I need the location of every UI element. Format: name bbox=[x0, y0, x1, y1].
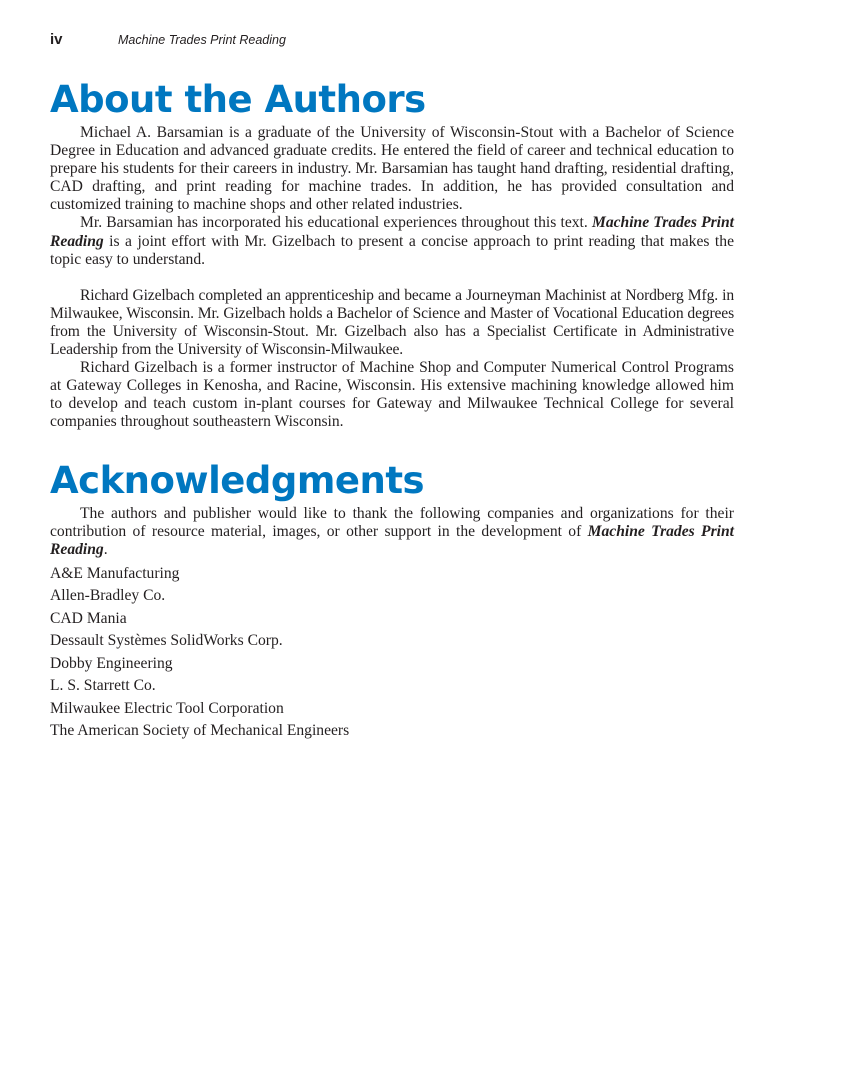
acknowledgments-heading: Acknowledgments bbox=[50, 458, 425, 502]
company-item: Dobby Engineering bbox=[50, 654, 173, 672]
section-spacer bbox=[50, 432, 734, 457]
barsamian-p2-text-before: Mr. Barsamian has incorporated his educational experiences throughout this text. bbox=[80, 214, 592, 232]
barsamian-paragraph-1: Michael A. Barsamian is a graduate of the University of Wisconsin-Stout with a Bachelor of Science Degree in Education and advanced graduate credits. He entered the field of career and technical education to prepare his students for their careers in industry. Mr. Barsamian has taught hand drafting, residential drafting, CAD drafting, and print reading for machine trades. In addition, he has provided consultation and customized training to machine shops and other related industries. bbox=[50, 124, 734, 214]
company-list bbox=[50, 563, 734, 743]
running-title: Machine Trades Print Reading bbox=[118, 33, 286, 47]
company-item: Allen-Bradley Co. bbox=[50, 587, 166, 605]
page-header bbox=[50, 31, 286, 49]
acknowledgments-intro bbox=[50, 505, 734, 559]
ack-intro-text-before: The authors and publisher would like to thank the following companies and organizations for their contribution of resource material, images, or other support in the development of bbox=[50, 504, 734, 540]
company-item: L. S. Starrett Co. bbox=[50, 677, 156, 695]
paragraph-spacer bbox=[50, 269, 734, 287]
book-title-emphasis: Machine Trades Print Reading bbox=[50, 522, 734, 558]
acknowledgments-section bbox=[50, 457, 734, 743]
company-item: A&E Manufacturing bbox=[50, 564, 180, 582]
ack-intro-text-after: . bbox=[103, 540, 108, 558]
company-item: Milwaukee Electric Tool Corporation bbox=[50, 699, 284, 717]
barsamian-paragraph-2 bbox=[50, 214, 734, 268]
company-item: CAD Mania bbox=[50, 609, 127, 627]
gizelbach-paragraph-2: Richard Gizelbach is a former instructor of Machine Shop and Computer Numerical Control Programs at Gateway Colleges in Kenosha, and Racine, Wisconsin. His extensive machining knowledge allowed him to develop and teach custom in-plant courses for Gateway and Milwaukee Technical College for several companies throughout southeastern Wisconsin. bbox=[50, 359, 734, 431]
barsamian-p2-text-after: is a joint effort with Mr. Gizelbach to present a concise approach to print reading that makes the topic easy to understand. bbox=[50, 232, 734, 268]
company-item: Dessault Systèmes SolidWorks Corp. bbox=[50, 632, 283, 650]
company-item: The American Society of Mechanical Engineers bbox=[50, 722, 350, 740]
gizelbach-paragraph-1: Richard Gizelbach completed an apprenticeship and became a Journeyman Machinist at Nordberg Mfg. in Milwaukee, Wisconsin. Mr. Gizelbach holds a Bachelor of Science and Master of Vocational Education degrees from the University of Wisconsin-Stout. Mr. Gizelbach also has a Specialist Certificate in Administrative Leadership from the University of Wisconsin-Milwaukee. bbox=[50, 286, 734, 359]
about-heading: About the Authors bbox=[50, 78, 426, 121]
about-the-authors-section bbox=[50, 76, 734, 432]
page-content bbox=[50, 76, 734, 743]
book-title-emphasis: Machine Trades Print Reading bbox=[50, 214, 734, 250]
page-number: iv bbox=[50, 31, 63, 48]
